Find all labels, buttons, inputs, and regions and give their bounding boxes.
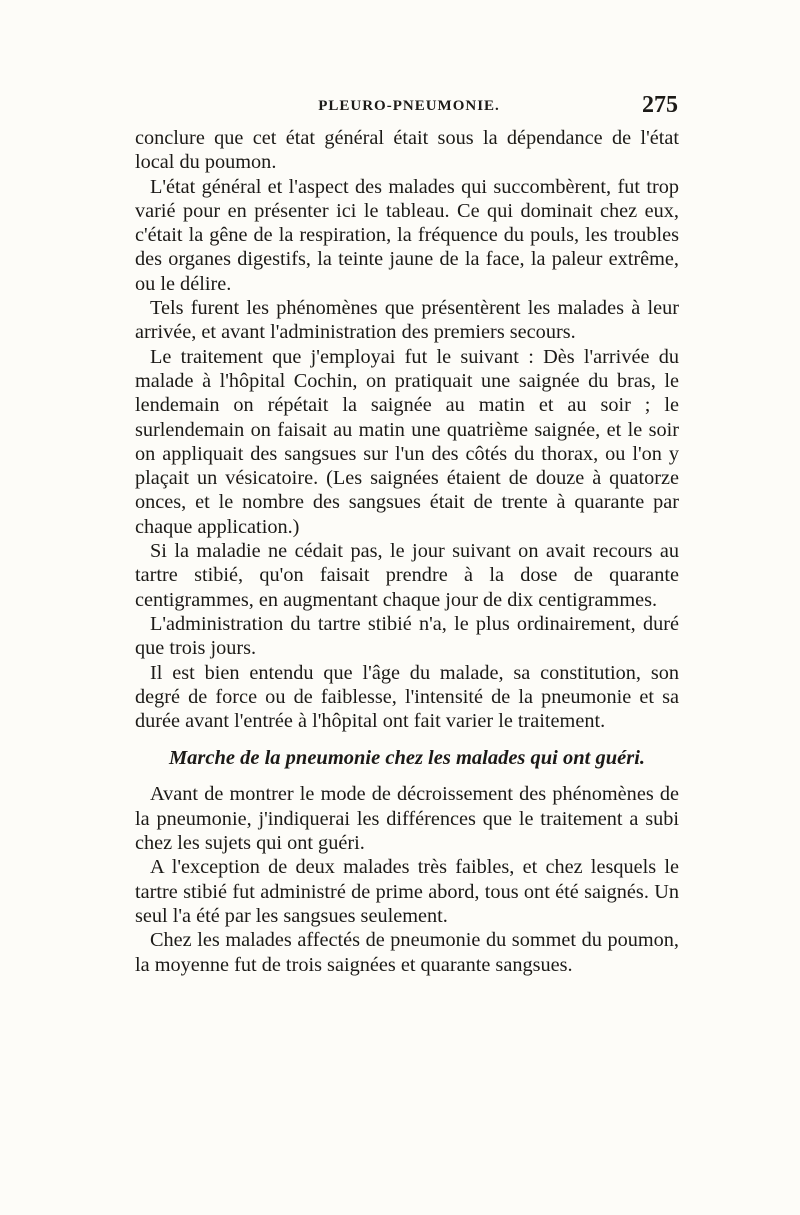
running-title: PLEURO-PNEUMONIE. <box>318 98 500 114</box>
paragraph: Si la maladie ne cédait pas, le jour suivant on avait recours au tartre stibié, qu'on faisait prendre à la dose de quarante centigrammes, en augmentant chaque jour de dix centigrammes. <box>135 540 679 611</box>
paragraph: L'état général et l'aspect des malades qui succombèrent, fut trop varié pour en présenter ici le tableau. Ce qui dominait chez eux, c'était la gêne de la respiration, la fréquence du pouls, les troubles des organes digestifs, la teinte jaune de la face, la paleur extrême, ou le délire. <box>135 175 679 295</box>
paragraph: Il est bien entendu que l'âge du malade, sa constitution, son degré de force ou de faiblesse, l'intensité de la pneumonie et sa durée avant l'entrée à l'hôpital ont fait varier le traitement. <box>135 661 679 733</box>
page-number: 275 <box>642 92 678 118</box>
paragraph: Tels furent les phénomènes que présentèrent les malades à leur arrivée, et avant l'administration des premiers secours. <box>135 297 679 344</box>
paragraph: Avant de montrer le mode de décroissement des phénomènes de la pneumonie, j'indiquerai les différences que le traitement a subi chez les sujets qui ont guéri. <box>135 783 679 855</box>
section-heading: Marche de la pneumonie chez les malades qui ont guéri. <box>168 747 646 770</box>
paragraph: A l'exception de deux malades très faibles, et chez lesquels le tartre stibié fut administré de prime abord, tous ont été saignés. Un seul l'a été par les sangsues seulement. <box>135 856 679 927</box>
paragraph: Chez les malades affectés de pneumonie du sommet du poumon, la moyenne fut de trois saignées et quarante sangsues. <box>135 929 679 976</box>
body-text <box>135 126 679 977</box>
running-head <box>136 92 682 122</box>
paragraph: L'administration du tartre stibié n'a, le plus ordinairement, duré que trois jours. <box>135 612 679 660</box>
paragraph: Le traitement que j'employai fut le suivant : Dès l'arrivée du malade à l'hôpital Cochin, on pratiquait une saignée du bras, le lendemain on répétait la saignée au matin et au soir ; le surlendemain on faisait au matin une quatrième saignée, et le soir on appliquait des sangsues sur l'un des côtés du thorax, ou l'on y plaçait un vésicatoire. (Les saignées étaient de douze à quatorze onces, et le nombre des sangsues était de trente à quarante par chaque application.) <box>135 345 679 538</box>
paragraph-continuation: conclure que cet état général était sous la dépendance de l'état local du poumon. <box>135 127 679 174</box>
